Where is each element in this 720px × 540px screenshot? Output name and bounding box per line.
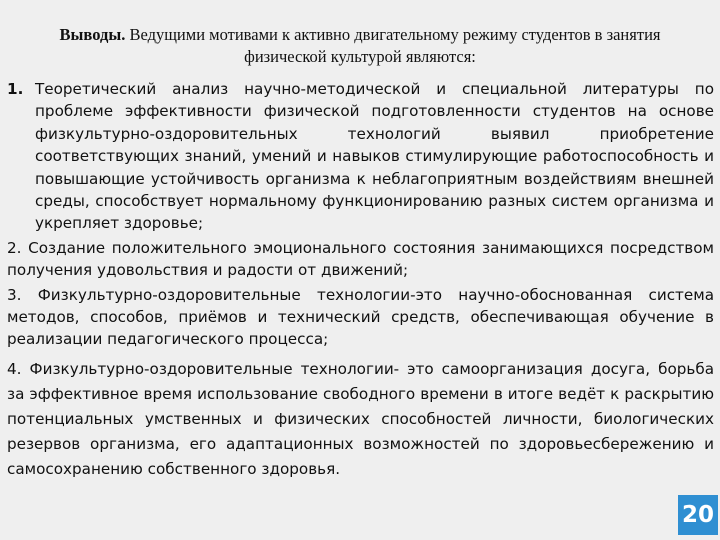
page-number-badge: 20	[678, 495, 718, 535]
list-item-text: Создание положительного эмоционального состояния занимающихся посредством получения удовольствия и радости от движений;	[7, 238, 714, 280]
list-item-text: Физкультурно-оздоровительные технологии- это самоорганизация досуга, борьба за эффективное время использование свободного времени в итоге ведёт к раскрытию потенциальных умственных и физических способностей личности, биологических резервов организма, его адаптационных возможностей по здоровьесбережению и самосохранению собственного здоровья.	[7, 359, 714, 478]
title-lead: Выводы.	[59, 25, 126, 44]
list-item-text: Физкультурно-оздоровительные технологии-это научно-обоснованная система методов, способов, приёмов и технический средств, обеспечивающая обучение в реализации педагогического процесса;	[7, 285, 714, 349]
list-item-4	[7, 357, 714, 482]
slide-title	[30, 24, 690, 68]
list-item-number: 3.	[7, 285, 22, 304]
list-item-text: Теоретический анализ научно-методической и специальной литературы по проблеме эффективности физической подготовленности студентов на основе физкультурно-оздоровительных технологий выявил приобретение соответствующих знаний, умений и навыков стимулирующие работоспособность и повышающие устойчивость организма к неблагоприятным воздействиям внешней среды, способствует нормальному функционированию разных систем организма и укрепляет здоровье;	[35, 80, 714, 233]
list-item-3	[7, 284, 714, 351]
list-item-number: 4.	[7, 359, 22, 378]
list-item-1	[7, 78, 714, 235]
list-item-2	[7, 237, 714, 282]
title-rest: Ведущими мотивами к активно двигательному режиму студентов в занятия физической культурой являются:	[125, 25, 661, 66]
list-item-number: 2.	[7, 238, 22, 257]
conclusions-list	[7, 78, 714, 484]
list-item-number: 1.	[7, 80, 24, 98]
